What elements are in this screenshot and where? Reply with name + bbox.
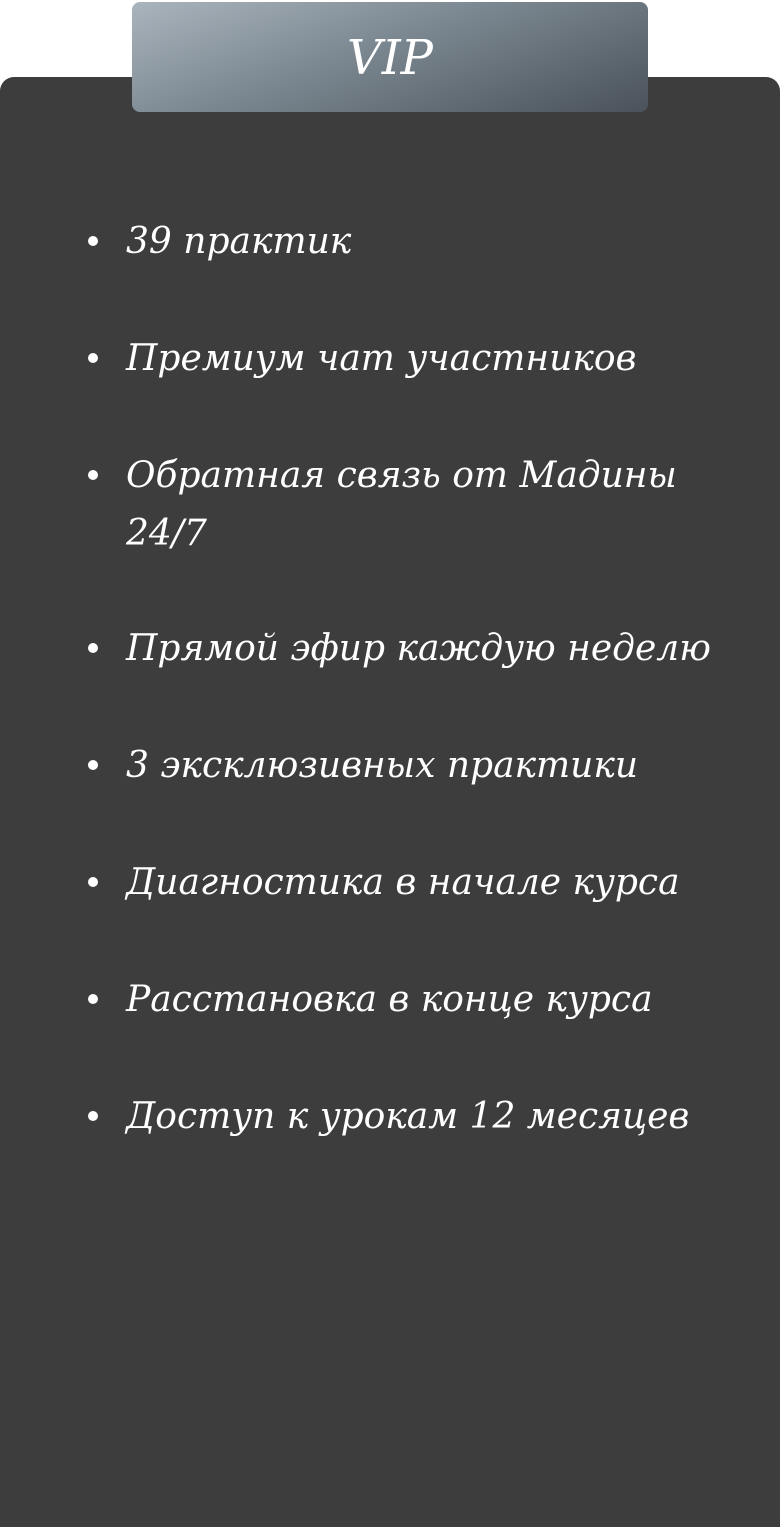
bullet-icon [88,994,98,1004]
feature-text: Расстановка в конце курса [126,979,653,1020]
feature-text: Премиум чат участников [126,338,637,379]
feature-item [88,447,728,563]
feature-text: Обратная связь от Мадины 24/7 [126,455,677,554]
feature-item [88,737,728,795]
feature-text: Диагностика в начале курса [126,862,680,903]
bullet-icon [88,760,98,770]
pricing-card [0,77,780,1527]
bullet-icon [88,1111,98,1121]
feature-text: Доступ к урокам 12 месяцев [126,1096,690,1137]
tier-title: VIP [347,30,433,86]
bullet-icon [88,470,98,480]
feature-text: 39 практик [126,221,352,262]
feature-item [88,1088,728,1146]
feature-item [88,971,728,1029]
feature-item [88,213,728,271]
feature-item [88,620,728,678]
bullet-icon [88,643,98,653]
feature-text: Прямой эфир каждую неделю [126,628,711,669]
feature-item [88,330,728,388]
feature-item [88,854,728,912]
tier-label-banner [132,2,648,112]
bullet-icon [88,353,98,363]
bullet-icon [88,877,98,887]
bullet-icon [88,236,98,246]
feature-text: 3 эксклюзивных практики [126,745,639,786]
